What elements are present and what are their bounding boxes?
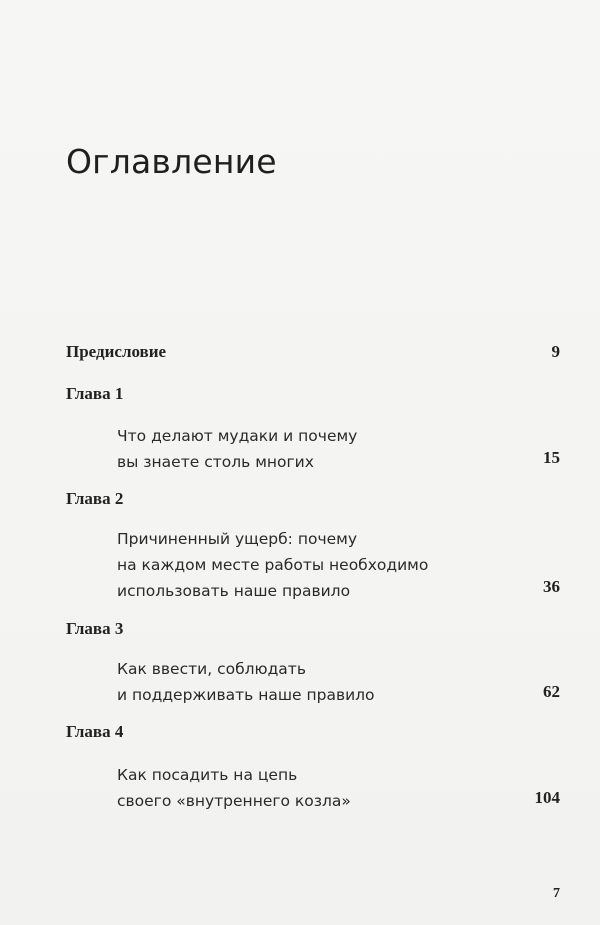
chapter-2-label: Глава 2 (66, 489, 124, 508)
chapter-3-line-2: и поддерживать наше правило (117, 686, 375, 704)
chapter-1-label: Глава 1 (66, 384, 124, 403)
chapter-1-page-number: 15 (543, 448, 560, 467)
chapter-3-line-1: Как ввести, соблюдать (117, 660, 306, 678)
chapter-4-page-number: 104 (534, 788, 560, 807)
chapter-3-description (117, 656, 375, 708)
chapter-4-description (117, 762, 351, 814)
preface-label: Предисловие (66, 342, 167, 361)
chapter-4-line-2: своего «внутреннего козла» (117, 792, 351, 810)
chapter-3-label: Глава 3 (66, 619, 124, 638)
chapter-2-page-number: 36 (543, 577, 560, 596)
chapter-2-description (117, 526, 428, 604)
chapter-2-line-3: использовать наше правило (117, 582, 351, 600)
page-title: Оглавление (66, 142, 277, 181)
preface-page-number: 9 (551, 342, 560, 361)
chapter-4-line-1: Как посадить на цепь (117, 766, 298, 784)
chapter-1-description (117, 423, 357, 475)
chapter-3-page-number: 62 (543, 682, 560, 701)
chapter-2-line-2: на каждом месте работы необходимо (117, 556, 429, 574)
chapter-2-line-1: Причиненный ущерб: почему (117, 530, 358, 548)
chapter-4-label: Глава 4 (66, 722, 124, 741)
chapter-1-line-2: вы знаете столь многих (117, 453, 314, 471)
chapter-1-line-1: Что делают мудаки и почему (117, 427, 358, 445)
footer-page-number: 7 (553, 886, 560, 901)
